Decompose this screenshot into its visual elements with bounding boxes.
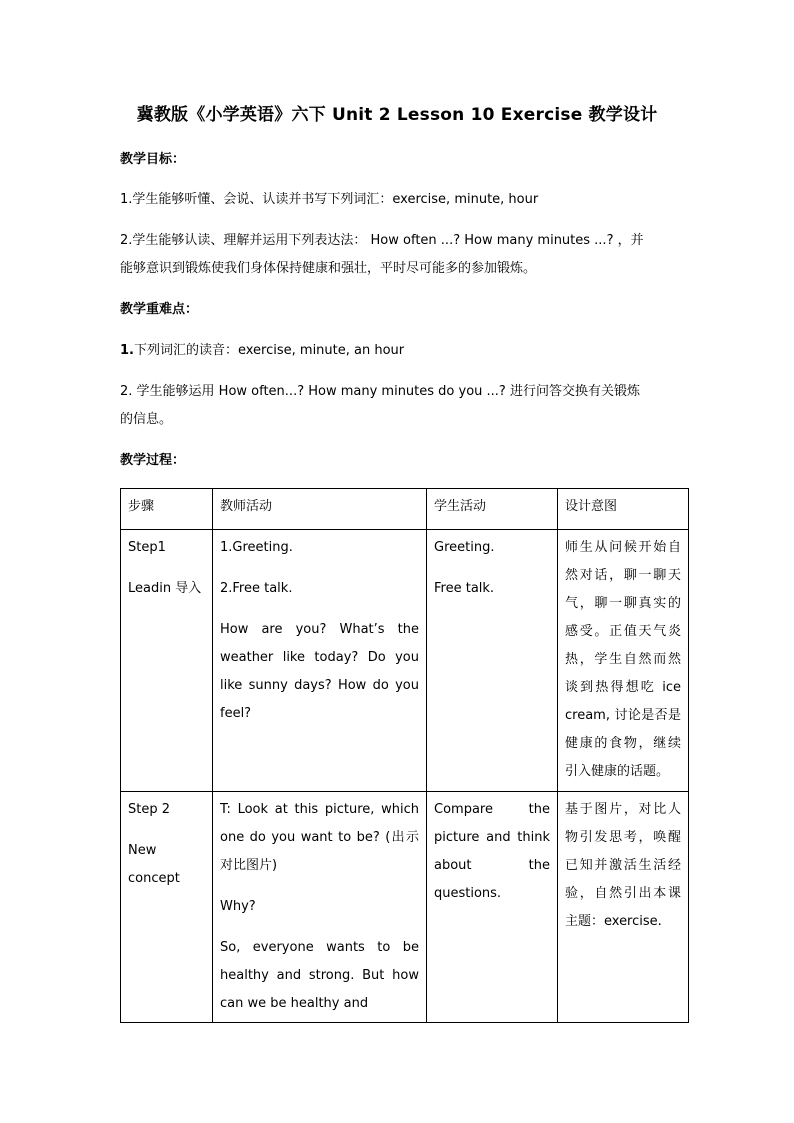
design-intent-cell <box>558 792 689 1023</box>
teacher-activity: How are you? What’s the weather like today? Do you like sunny days? How do you feel? <box>220 622 419 721</box>
design-intent-cell <box>558 530 689 792</box>
design-intent: 师生从问候开始自然对话，聊一聊天气，聊一聊真实的感受。正值天气炎热，学生自然而然谈到热得想吃 ice cream, 讨论是否是健康的食物，继续引入健康的话题。 <box>565 540 681 779</box>
key-point-item-1-number: 1. <box>120 343 134 358</box>
step-label: Step 2 <box>128 802 171 817</box>
student-activity: Greeting. <box>434 540 495 555</box>
document-title: 冀教版《小学英语》六下 Unit 2 Lesson 10 Exercise 教学设计 <box>136 105 658 125</box>
column-header-step: 步骤 <box>121 489 213 530</box>
column-header-intent: 设计意图 <box>558 489 689 530</box>
step-cell <box>121 792 213 1023</box>
process-heading: 教学过程： <box>120 453 186 468</box>
student-activity: Free talk. <box>434 581 495 596</box>
teacher-activity-cell <box>213 530 427 792</box>
step-label: Step1 <box>128 540 166 555</box>
step-cell <box>121 530 213 792</box>
student-activity: Compare the picture and think about the questions. <box>434 802 550 901</box>
table-row <box>121 792 689 1023</box>
objective-item-2 <box>120 227 680 283</box>
process-table <box>120 488 689 1023</box>
teacher-activity: T: Look at this picture, which one do you want to be? (出示对比图片) <box>220 802 419 873</box>
key-point-item-1 <box>120 337 680 365</box>
column-header-teacher: 教师活动 <box>213 489 427 530</box>
column-header-student: 学生活动 <box>427 489 558 530</box>
objective-item-2-line-2: 能够意识到锻炼使我们身体保持健康和强壮，平时尽可能多的参加锻炼。 <box>120 261 537 276</box>
key-point-item-2-line-2: 的信息。 <box>120 412 173 427</box>
student-activity-cell <box>427 530 558 792</box>
design-intent: 基于图片，对比人物引发思考，唤醒已知并激活生活经验，自然引出本课主题：exercise. <box>565 802 681 929</box>
step-title: Leadin 导入 <box>128 581 202 596</box>
table-header-row <box>121 489 689 530</box>
table-row <box>121 530 689 792</box>
teacher-activity: 1.Greeting. <box>220 540 293 555</box>
key-point-item-2 <box>120 378 680 434</box>
key-point-item-2-line-1: 2. 学生能够运用 How often...? How many minutes do you ...? 进行问答交换有关锻炼 <box>120 384 640 399</box>
key-point-item-1-text: 下列词汇的读音：exercise, minute, an hour <box>133 343 405 358</box>
objective-item-2-line-1: 2.学生能够认读、理解并运用下列表达法： How often ...? How many minutes ...? ，并 <box>120 233 644 248</box>
teacher-activity-cell <box>213 792 427 1023</box>
teacher-activity: Why? <box>220 899 256 914</box>
objective-item-1: 1.学生能够听懂、会说、认读并书写下列词汇：exercise, minute, hour <box>120 192 539 207</box>
student-activity-cell <box>427 792 558 1023</box>
key-points-heading: 教学重难点： <box>120 302 199 317</box>
teacher-activity: 2.Free talk. <box>220 581 293 596</box>
objectives-heading: 教学目标： <box>120 152 186 167</box>
step-title: New concept <box>128 843 180 886</box>
teacher-activity: So, everyone wants to be healthy and strong. But how can we be healthy and <box>220 940 419 1011</box>
